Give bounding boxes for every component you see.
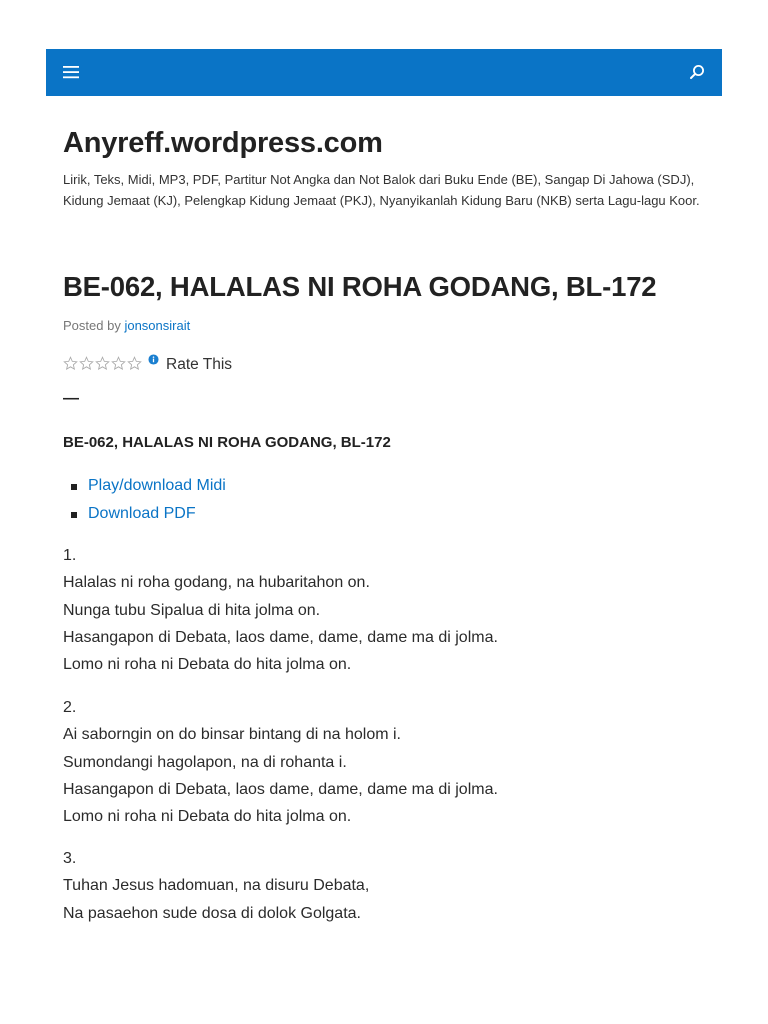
list-item	[63, 472, 226, 500]
star-3-icon[interactable]	[95, 356, 110, 371]
verse-2	[63, 694, 498, 830]
song-subtitle: BE-062, HALALAS NI ROHA GODANG, BL-172	[63, 434, 391, 451]
verse-1	[63, 542, 498, 678]
author-link[interactable]: jonsonsirait	[124, 318, 191, 333]
site-title[interactable]: Anyreff.wordpress.com	[63, 127, 383, 159]
verse-number: 3.	[63, 850, 77, 867]
bullet-icon	[71, 484, 77, 490]
star-5-icon[interactable]	[127, 356, 142, 371]
verse-line: Tuhan Jesus hadomuan, na disuru Debata,	[63, 877, 370, 895]
verse-line: Lomo ni roha ni Debata do hita jolma on.	[63, 808, 352, 826]
verse-3	[63, 845, 369, 927]
verse-number: 1.	[63, 547, 77, 564]
verse-line: Nunga tubu Sipalua di hita jolma on.	[63, 601, 321, 619]
info-icon[interactable]	[148, 354, 159, 365]
verse-line: Na pasaehon sude dosa di dolok Golgata.	[63, 904, 361, 922]
star-2-icon[interactable]	[79, 356, 94, 371]
rating-widget	[63, 350, 232, 376]
bullet-icon	[71, 512, 77, 518]
list-item	[63, 500, 226, 528]
verse-line: Hasangapon di Debata, laos dame, dame, dame ma di jolma.	[63, 628, 498, 646]
search-icon[interactable]	[686, 61, 708, 83]
rating-stars	[63, 356, 142, 371]
verse-line: Hasangapon di Debata, laos dame, dame, dame ma di jolma.	[63, 780, 498, 798]
play-download-midi-link[interactable]: Play/download Midi	[88, 477, 226, 494]
verse-line: Ai saborngin on do binsar bintang di na holom i.	[63, 726, 401, 744]
verse-line: Halalas ni roha godang, na hubaritahon on.	[63, 574, 370, 592]
post-meta	[63, 317, 190, 335]
posted-by-label: Posted by	[63, 318, 121, 333]
star-4-icon[interactable]	[111, 356, 126, 371]
verse-line: Lomo ni roha ni Debata do hita jolma on.	[63, 656, 352, 674]
separator-dash: —	[63, 390, 79, 407]
verse-line: Sumondangi hagolapon, na di rohanta i.	[63, 753, 347, 771]
top-navigation-bar	[46, 49, 722, 96]
download-pdf-link[interactable]: Download PDF	[88, 504, 196, 522]
hamburger-menu-icon[interactable]	[60, 61, 82, 83]
site-tagline: Lirik, Teks, Midi, MP3, PDF, Partitur Not Angka dan Not Balok dari Buku Ende (BE), Sangap Di Jahowa (SDJ), Kidung Jemaat (KJ), Pelengkap Kidung Jemaat (PKJ), Nyanyikanlah Kidung Baru (NKB) serta Lagu-lagu Koor.	[63, 172, 700, 208]
post-title: BE-062, HALALAS NI ROHA GODANG, BL-172	[63, 271, 657, 302]
verse-number: 2.	[63, 699, 77, 716]
star-1-icon[interactable]	[63, 356, 78, 371]
download-links	[63, 472, 226, 527]
rate-this-label[interactable]: Rate This	[166, 355, 233, 373]
